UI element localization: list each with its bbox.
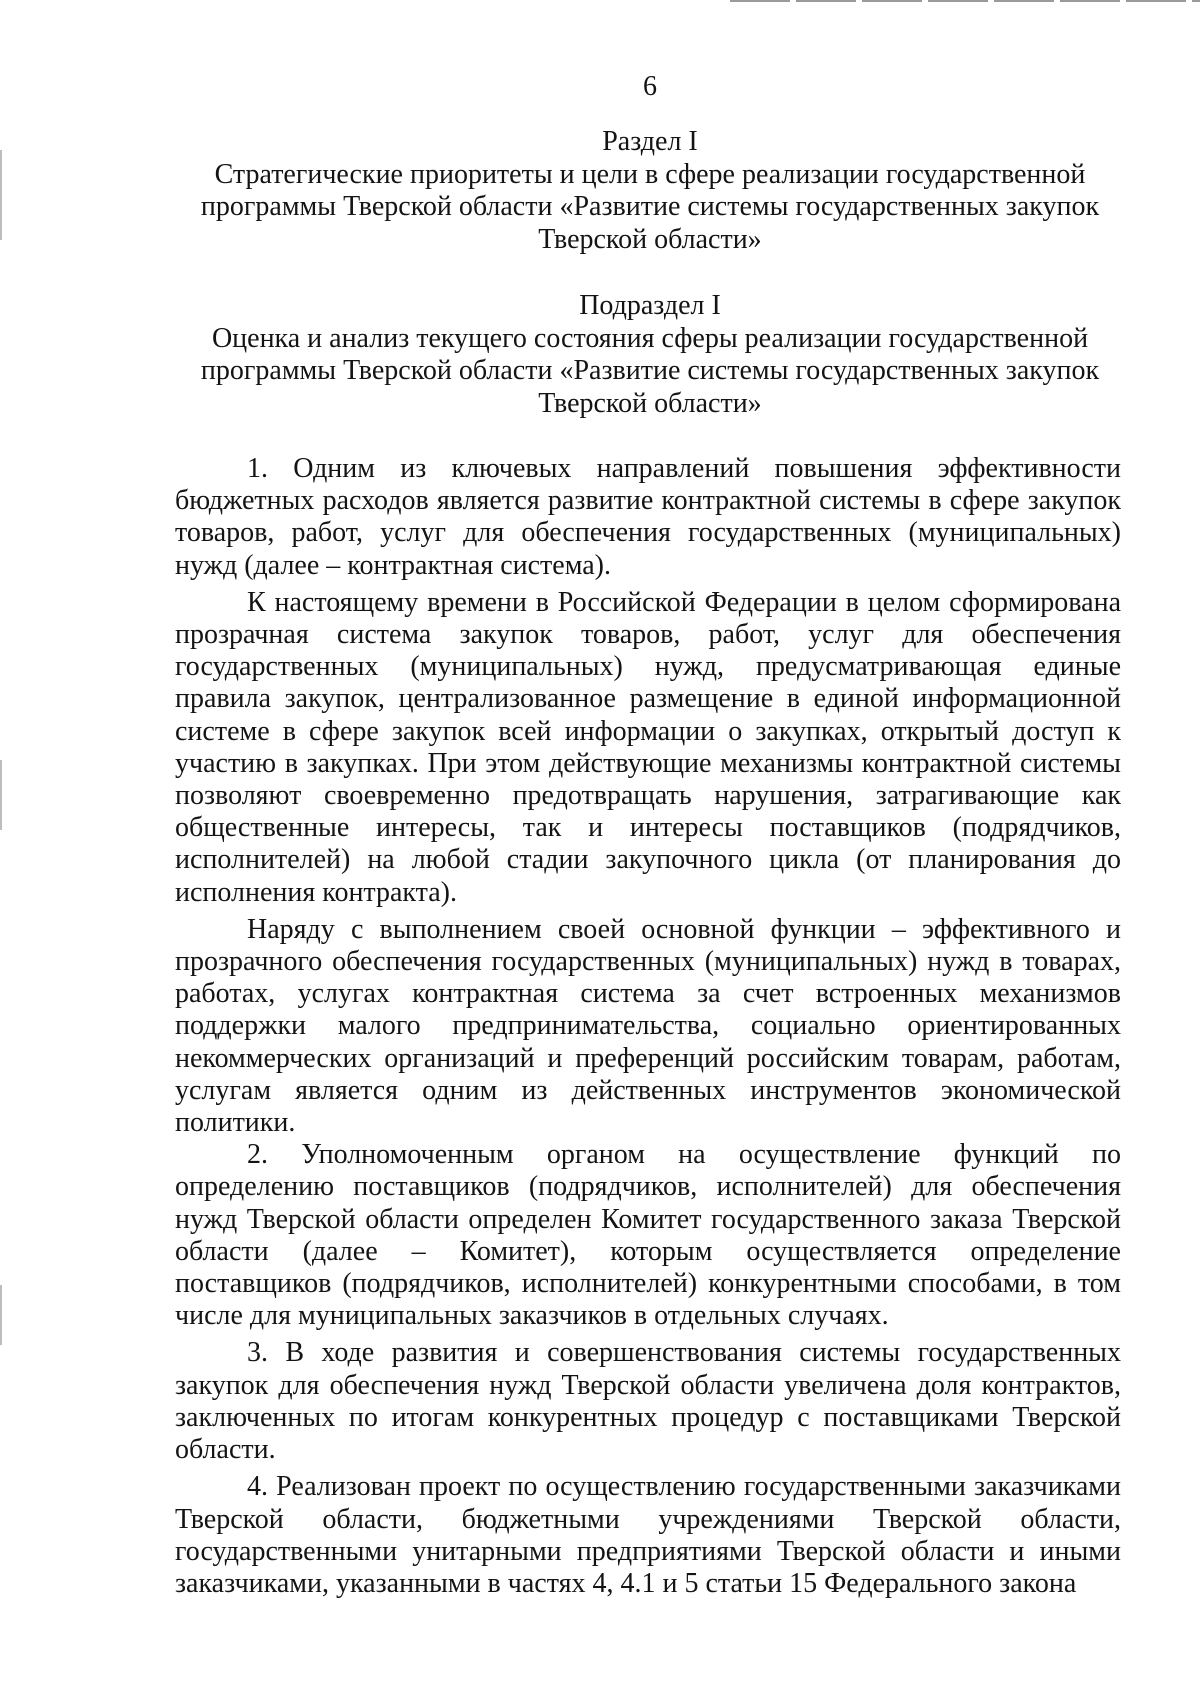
section-title: Раздел I: [602, 126, 698, 157]
paragraph-5: 3. В ходе развития и совершенствования системы государственных закупок для обеспечения нужд Тверской области увеличена доля контрактов, заключенных по итогам конкурентных процедур с поставщиками Тверской области.: [175, 1337, 1121, 1466]
paragraph-1: 1. Одним из ключевых направлений повышения эффективности бюджетных расходов является развитие контрактной системы в сфере закупок товаров, работ, услуг для обеспечения государственных (муниципальных) нужд (далее – контрактная система).: [175, 453, 1121, 581]
subsection-heading: [180, 290, 1120, 420]
subsection-title-line: Оценка и анализ текущего состояния сферы реализации государственной: [211, 322, 1089, 354]
subsection-title-line: Тверской области»: [538, 387, 762, 419]
paragraph-4: 2. Уполномоченным органом на осуществление функций по определению поставщиков (подрядчиков, исполнителей) для обеспечения нужд Тверской области определен Комитет государственного заказа Тверской области (далее – Комитет), которым осуществляется определение поставщиков (подрядчиков, исполнителей) конкурентными способами, в том числе для муниципальных заказчиков в отдельных случаях.: [175, 1139, 1121, 1332]
section-title-line: программы Тверской области «Развитие системы государственных закупок: [200, 191, 1100, 222]
paragraph-6: 4. Реализован проект по осуществлению государственными заказчиками Тверской области, бюджетными учреждениями Тверской области, государственными унитарными предприятиями Тверской области и иными заказчиками, указанными в частях 4, 4.1 и 5 статьи 15 Федерального закона: [175, 1471, 1121, 1599]
paragraph-3: Наряду с выполнением своей основной функции – эффективного и прозрачного обеспечения государственных (муниципальных) нужд в товарах, работах, услугах контрактная система за счет встроенных механизмов поддержки малого предпринимательства, социально ориентированных некоммерческих организаций и преференций российским товарам, работам, услугам является одним из действенных инструментов экономической политики.: [175, 913, 1121, 1139]
section-title-line: Стратегические приоритеты и цели в сфере реализации государственной: [214, 158, 1086, 190]
scan-artifact-left-line: [0, 1285, 2, 1345]
page-number: 6: [643, 71, 657, 102]
scan-artifact-left-line: [0, 760, 2, 830]
subsection-title: Подраздел I: [579, 290, 721, 321]
document-body: [175, 453, 1121, 1600]
subsection-title-line: программы Тверской области «Развитие системы государственных закупок: [200, 355, 1100, 386]
scan-artifact-left-line: [0, 150, 2, 240]
section-title-line: Тверской области»: [538, 223, 762, 255]
scan-artifact-top-line: [730, 0, 1200, 2]
section-heading: [180, 126, 1120, 256]
paragraph-2: К настоящему времени в Российской Федерации в целом сформирована прозрачная система закупок товаров, работ, услуг для обеспечения государственных (муниципальных) нужд, предусматривающая единые правила закупок, централизованное размещение в единой информационной системе в сфере закупок всей информации о закупках, открытый доступ к участию в закупках. При этом действующие механизмы контрактной системы позволяют своевременно предотвращать нарушения, затрагивающие как общественные интересы, так и интересы поставщиков (подрядчиков, исполнителей) на любой стадии закупочного цикла (от планирования до исполнения контракта).: [175, 586, 1121, 908]
